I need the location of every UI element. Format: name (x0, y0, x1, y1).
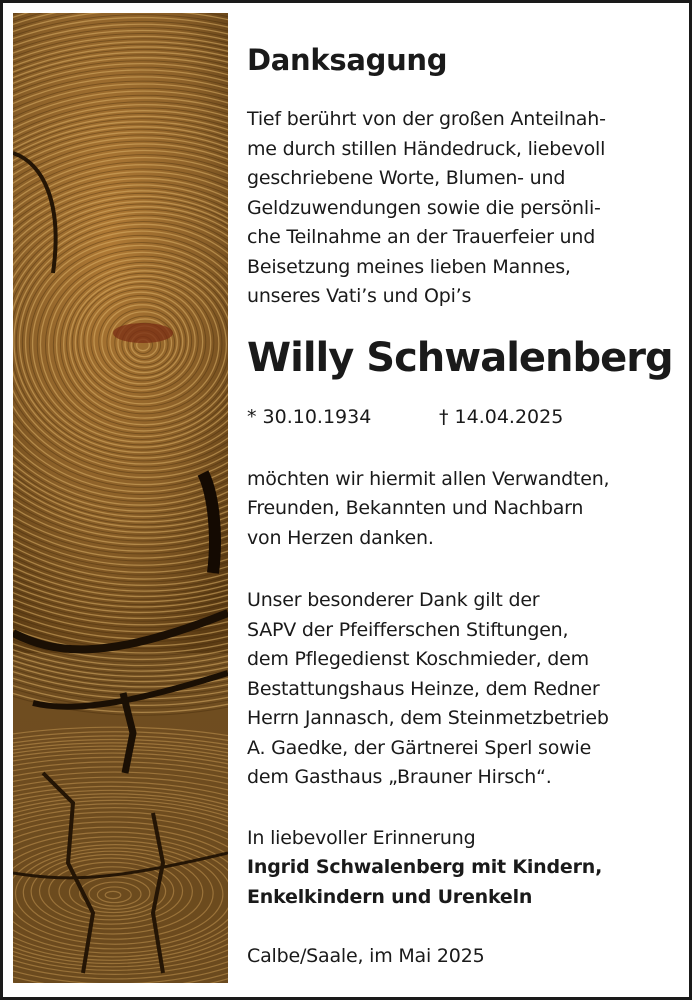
intro-line: Beisetzung meines lieben Mannes, (247, 255, 571, 278)
death-date: † 14.04.2025 (439, 405, 564, 428)
special-line: dem Gasthaus „Brauner Hirsch“. (247, 766, 552, 788)
intro-paragraph (247, 105, 667, 312)
intro-line: Geldzuwendungen sowie die persönli- (247, 196, 601, 219)
intro-line: unseres Vati’s und Opi’s (247, 285, 472, 307)
signer-line: Ingrid Schwalenberg mit Kindern, (247, 856, 603, 878)
special-line: Herrn Jannasch, dem Steinmetzbetrieb (247, 707, 609, 729)
tree-rings-svg (13, 13, 228, 983)
special-line: Bestattungshaus Heinze, dem Redner (247, 677, 600, 700)
heading: Danksagung (247, 43, 448, 77)
thanks-line: von Herzen danken. (247, 526, 434, 549)
memory-line: In liebevoller Erinnerung (247, 826, 476, 849)
life-dates (247, 403, 667, 432)
birth-date: * 30.10.1934 (247, 405, 372, 428)
special-line: Unser besonderer Dank gilt der (247, 589, 540, 611)
special-line: SAPV der Pfeifferschen Stiftungen, (247, 618, 569, 641)
intro-line: geschriebene Worte, Blumen- und (247, 167, 566, 189)
notice-text (247, 40, 673, 972)
tree-rings-image (13, 13, 228, 983)
deceased-name: Willy Schwalenberg (247, 334, 673, 381)
signature-block (247, 824, 667, 913)
intro-line: Tief berührt von der großen Anteilnah- (247, 108, 606, 130)
heartwood-spot (113, 323, 173, 343)
special-line: A. Gaedke, der Gärtnerei Sperl sowie (247, 736, 592, 759)
intro-line: che Teilnahme an der Trauerfeier und (247, 226, 596, 248)
thanks-paragraph (247, 465, 667, 554)
thanks-line: möchten wir hiermit allen Verwandten, (247, 467, 610, 490)
special-line: dem Pflegedienst Koschmieder, dem (247, 648, 589, 670)
special-thanks-paragraph (247, 586, 667, 793)
place-date: Calbe/Saale, im Mai 2025 (247, 945, 485, 967)
signer-line: Enkelkindern und Urenkeln (247, 885, 533, 908)
thanks-line: Freunden, Bekannten und Nachbarn (247, 497, 584, 519)
intro-line: me durch stillen Händedruck, liebevoll (247, 137, 606, 160)
